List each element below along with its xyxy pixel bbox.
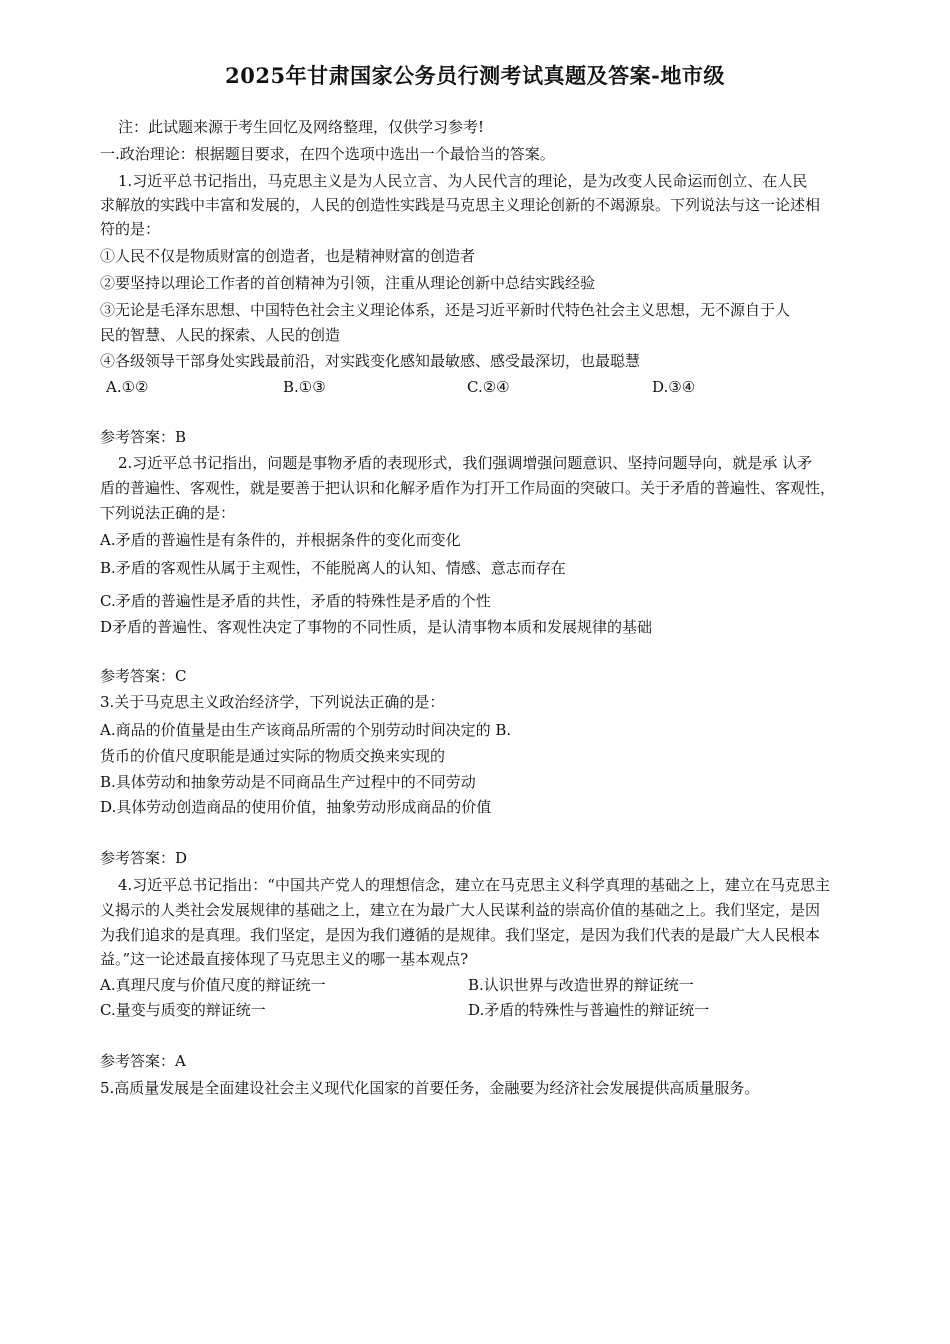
question-stem-line: 下列说法正确的是： bbox=[100, 504, 236, 522]
question-stem-line: 益。”这一论述最直接体现了马克思主义的哪一基本观点? bbox=[100, 950, 469, 968]
question-stem-line: 求解放的实践中丰富和发展的，人民的创造性实践是马克思主义理论创新的不竭源泉。下列说法与这一论述相 bbox=[100, 196, 821, 214]
option-a: A.矛盾的普遍性是有条件的，并根据条件的变化而变化 bbox=[100, 531, 461, 549]
question-stem-line: 5.高质量发展是全面建设社会主义现代化国家的首要任务，金融要为经济社会发展提供高质量服务。 bbox=[100, 1079, 760, 1097]
question-stem-line: 盾的普遍性、客观性，就是要善于把认识和化解矛盾作为打开工作局面的突破口。关于矛盾的普遍性、客观性， bbox=[100, 479, 836, 497]
answer: 参考答案：C bbox=[100, 667, 187, 685]
question-stem-line: 符的是： bbox=[100, 220, 161, 238]
option-a: A.商品的价值量是由生产该商品所需的个别劳动时间决定的 B. bbox=[100, 721, 512, 739]
statement: ③无论是毛泽东思想、中国特色社会主义理论体系，还是习近平新时代特色社会主义思想，无不源自于人 bbox=[100, 301, 791, 319]
option-b: B.①③ bbox=[283, 378, 326, 396]
question-stem-line: 4.习近平总书记指出：“中国共产党人的理想信念，建立在马克思主义科学真理的基础之上，建立在马克思主 bbox=[118, 876, 830, 894]
option-a: A.①② bbox=[106, 378, 149, 396]
option-d: D矛盾的普遍性、客观性决定了事物的不同性质，是认清事物本质和发展规律的基础 bbox=[100, 618, 653, 636]
option-d: D.矛盾的特殊性与普遍性的辩证统一 bbox=[468, 1001, 710, 1019]
option-b: B.矛盾的客观性从属于主观性，不能脱离人的认知、情感、意志而存在 bbox=[100, 559, 566, 577]
statement: 民的智慧、人民的探索、人民的创造 bbox=[100, 326, 341, 344]
question-stem-line: 2.习近平总书记指出，问题是事物矛盾的表现形式，我们强调增强问题意识、坚持问题导向，就是承 认矛 bbox=[118, 454, 813, 472]
section-heading: 一.政治理论：根据题目要求，在四个选项中选出一个最恰当的答案。 bbox=[100, 145, 555, 163]
option-c: C.矛盾的普遍性是矛盾的共性，矛盾的特殊性是矛盾的个性 bbox=[100, 592, 491, 610]
option-b-continued: 货币的价值尺度职能是通过实际的物质交换来实现的 bbox=[100, 747, 446, 765]
statement: ①人民不仅是物质财富的创造者，也是精神财富的创造者 bbox=[100, 247, 476, 265]
option-b: B.认识世界与改造世界的辩证统一 bbox=[468, 976, 694, 994]
source-note: 注：此试题来源于考生回忆及网络整理，仅供学习参考! bbox=[118, 118, 485, 136]
statement: ④各级领导干部身处实践最前沿，对实践变化感知最敏感、感受最深切，也最聪慧 bbox=[100, 352, 641, 370]
option-c: C.量变与质变的辩证统一 bbox=[100, 1001, 266, 1019]
option-c: B.具体劳动和抽象劳动是不同商品生产过程中的不同劳动 bbox=[100, 773, 476, 791]
option-d: D.③④ bbox=[652, 378, 696, 396]
option-c: C.②④ bbox=[467, 378, 510, 396]
option-a: A.真理尺度与价值尺度的辩证统一 bbox=[100, 976, 326, 994]
question-stem-line: 1.习近平总书记指出，马克思主义是为人民立言、为人民代言的理论，是为改变人民命运而创立、在人民 bbox=[118, 172, 808, 190]
answer: 参考答案：B bbox=[100, 428, 187, 446]
answer: 参考答案：D bbox=[100, 849, 188, 867]
page-title: 2025年甘肃国家公务员行测考试真题及答案-地市级 bbox=[225, 63, 725, 88]
answer: 参考答案：A bbox=[100, 1052, 186, 1070]
statement: ②要坚持以理论工作者的首创精神为引领，注重从理论创新中总结实践经验 bbox=[100, 274, 596, 292]
question-stem-line: 3.关于马克思主义政治经济学，下列说法正确的是： bbox=[100, 693, 445, 711]
question-stem-line: 为我们追求的是真理。我们坚定，是因为我们遵循的是规律。我们坚定，是因为我们代表的是最广大人民根本 bbox=[100, 926, 821, 944]
option-d: D.具体劳动创造商品的使用价值，抽象劳动形成商品的价值 bbox=[100, 798, 492, 816]
question-stem-line: 义揭示的人类社会发展规律的基础之上，建立在为最广大人民谋利益的崇高价值的基础之上。我们坚定，是因 bbox=[100, 901, 821, 919]
